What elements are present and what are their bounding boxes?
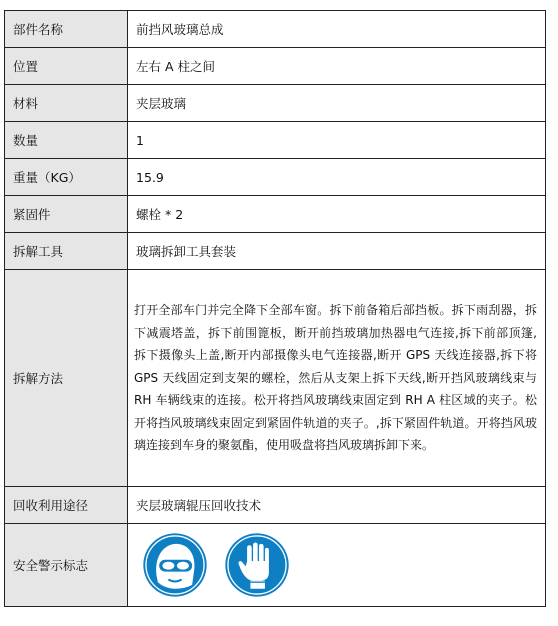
- row-label: 紧固件: [5, 196, 128, 233]
- table-row-method: [5, 270, 546, 487]
- row-value: 1: [128, 122, 546, 159]
- method-text: 打开全部车门并完全降下全部车窗。拆下前备箱后部挡板。拆下雨刮器，拆下减震塔盖，拆下前围篦板，断开前挡玻璃加热器电气连接,拆下前部顶篷,拆下摄像头上盖,断开内部摄像头电气连接器,断开 GPS 天线连接器,拆下将 GPS 天线固定到支架的螺栓，然后从支架上拆下天线,断开挡风玻璃线束与 RH 车辆线束的连接。松开将挡风玻璃线束固定到 RH A 柱区域的夹子。松开将挡风玻璃线束固定到紧固件轨道的夹子。,拆下紧固件轨道。开将挡风玻璃连接到车身的聚氨酯，使用吸盘将挡风玻璃拆卸下来。: [128, 270, 546, 487]
- table-row: [5, 48, 546, 85]
- safety-label: 安全警示标志: [5, 524, 128, 607]
- row-label: 部件名称: [5, 11, 128, 48]
- row-label: 材料: [5, 85, 128, 122]
- safety-signs-cell: [128, 524, 546, 607]
- row-value: 前挡风玻璃总成: [128, 11, 546, 48]
- component-spec-table: [4, 10, 546, 607]
- recycle-label: 回收利用途径: [5, 487, 128, 524]
- table-row-recycle: [5, 487, 546, 524]
- recycle-value: 夹层玻璃辊压回收技术: [128, 487, 546, 524]
- row-label: 重量（KG）: [5, 159, 128, 196]
- row-label: 数量: [5, 122, 128, 159]
- row-value: 夹层玻璃: [128, 85, 546, 122]
- row-value: 螺栓 * 2: [128, 196, 546, 233]
- method-label: 拆解方法: [5, 270, 128, 487]
- table-row-safety: [5, 524, 546, 607]
- row-value: 左右 A 柱之间: [128, 48, 546, 85]
- table-row: [5, 11, 546, 48]
- safety-signs: [136, 532, 537, 598]
- table-row: [5, 85, 546, 122]
- table-row: [5, 196, 546, 233]
- table-row: [5, 159, 546, 196]
- table-row: [5, 233, 546, 270]
- table-row: [5, 122, 546, 159]
- row-label: 拆解工具: [5, 233, 128, 270]
- row-value: 玻璃拆卸工具套装: [128, 233, 546, 270]
- protective-gloves-sign-icon: [224, 532, 290, 598]
- row-value: 15.9: [128, 159, 546, 196]
- row-label: 位置: [5, 48, 128, 85]
- eye-protection-sign-icon: [142, 532, 208, 598]
